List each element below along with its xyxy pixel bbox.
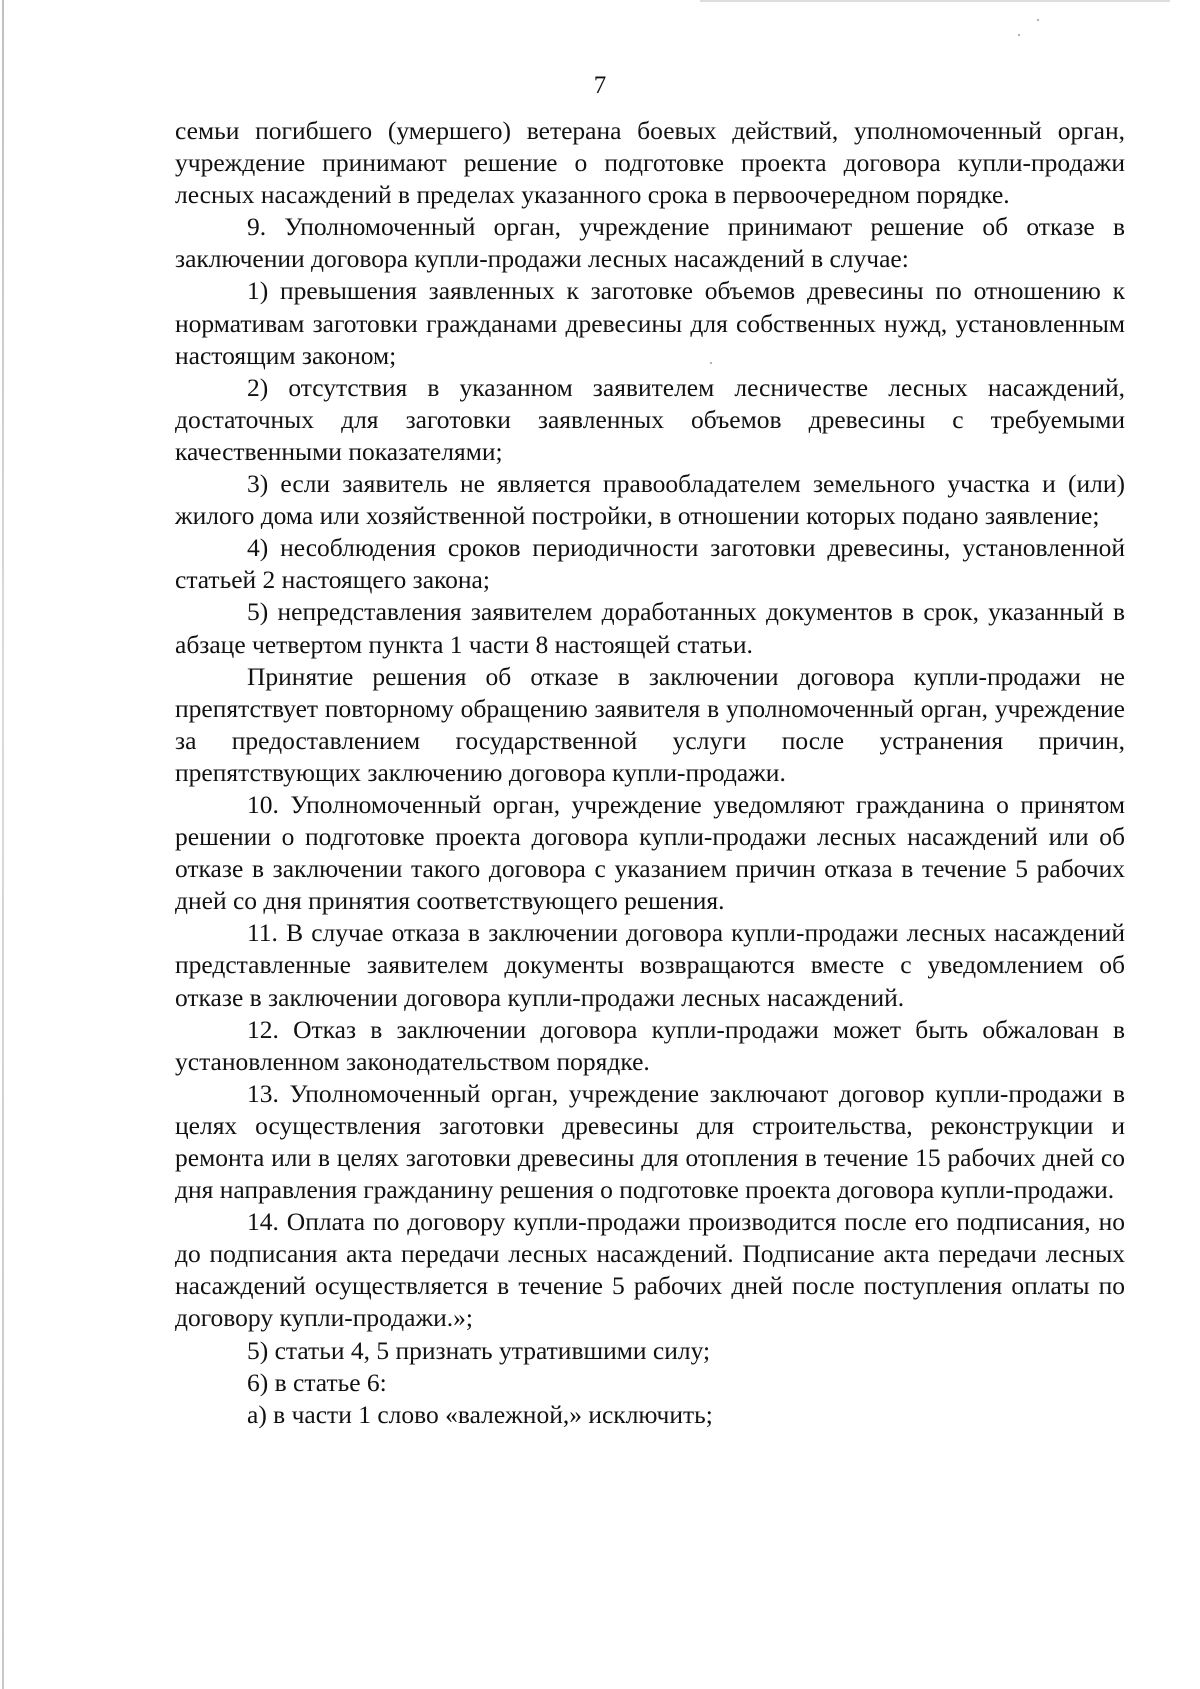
paragraph-item-12: 12. Отказ в заключении договора купли-продажи может быть обжалован в установленном законодательством порядке.: [175, 1014, 1125, 1076]
scan-speck: [1018, 34, 1020, 36]
page-number: 7: [593, 72, 607, 99]
paragraph-item-14: 14. Оплата по договору купли-продажи производится после его подписания, но до подписания акта передачи лесных насаждений. Подписание акта передачи лесных насаждений осуществляется в течение 5 рабочих дней после поступления оплаты по договору купли-продажи.»;: [175, 1207, 1125, 1333]
scan-edge-top: [700, 0, 1170, 2]
paragraph-subitem-3: 3) если заявитель не является правообладателем земельного участка и (или) жилого дома или хозяйственной постройки, в отношении которых подано заявление;: [175, 469, 1125, 531]
paragraph-amendment-6a: а) в части 1 слово «валежной,» исключить;: [247, 1399, 713, 1429]
paragraph-amendment-6: 6) в статье 6:: [247, 1367, 387, 1397]
paragraph-subitem-4: 4) несоблюдения сроков периодичности заготовки древесины, установленной статьей 2 настоящего закона;: [175, 533, 1125, 595]
paragraph-subitem-1: 1) превышения заявленных к заготовке объемов древесины по отношению к нормативам заготовки гражданами древесины для собственных нужд, установленным настоящим законом;: [175, 276, 1125, 370]
paragraph-subitem-5: 5) непредставления заявителем доработанных документов в срок, указанный в абзаце четвертом пункта 1 части 8 настоящей статьи.: [175, 597, 1125, 659]
scan-edge-left: [2, 0, 4, 1689]
paragraph-amendment-5: 5) статьи 4, 5 признать утратившими силу;: [247, 1335, 711, 1365]
document-body: [175, 115, 1125, 1431]
paragraph-item-10: 10. Уполномоченный орган, учреждение уведомляют гражданина о принятом решении о подготовке проекта договора купли-продажи лесных насаждений или об отказе в заключении такого договора с указанием причин отказа в течение 5 рабочих дней со дня принятия соответствующего решения.: [175, 789, 1125, 916]
paragraph-item-11: 11. В случае отказа в заключении договора купли-продажи лесных насаждений представленные заявителем документы возвращаются вместе с уведомлением об отказе в заключении договора купли-продажи лесных насаждений.: [175, 918, 1125, 1012]
paragraph-item-13: 13. Уполномоченный орган, учреждение заключают договор купли-продажи в целях осуществления заготовки древесины для строительства, реконструкции и ремонта или в целях заготовки древесины для отопления в течение 15 рабочих дней со дня направления гражданину решения о подготовке проекта договора купли-продажи.: [175, 1078, 1125, 1205]
paragraph-refusal-note: Принятие решения об отказе в заключении договора купли-продажи не препятствует повторному обращению заявителя в уполномоченный орган, учреждение за предоставлением государственной услуги после устранения причин, препятствующих заключению договора купли-продажи.: [175, 661, 1125, 787]
paragraph-item-9: 9. Уполномоченный орган, учреждение принимают решение об отказе в заключении договора купли-продажи лесных насаждений в случае:: [175, 212, 1125, 274]
scan-speck: [1037, 19, 1039, 21]
paragraph-subitem-2: 2) отсутствия в указанном заявителем лесничестве лесных насаждений, достаточных для заготовки заявленных объемов древесины с требуемыми качественными показателями;: [175, 372, 1125, 466]
paragraph-continuation: семьи погибшего (умершего) ветерана боевых действий, уполномоченный орган, учреждение принимают решение о подготовке проекта договора купли-продажи лесных насаждений в пределах указанного срока в первоочередном порядке.: [175, 116, 1125, 210]
